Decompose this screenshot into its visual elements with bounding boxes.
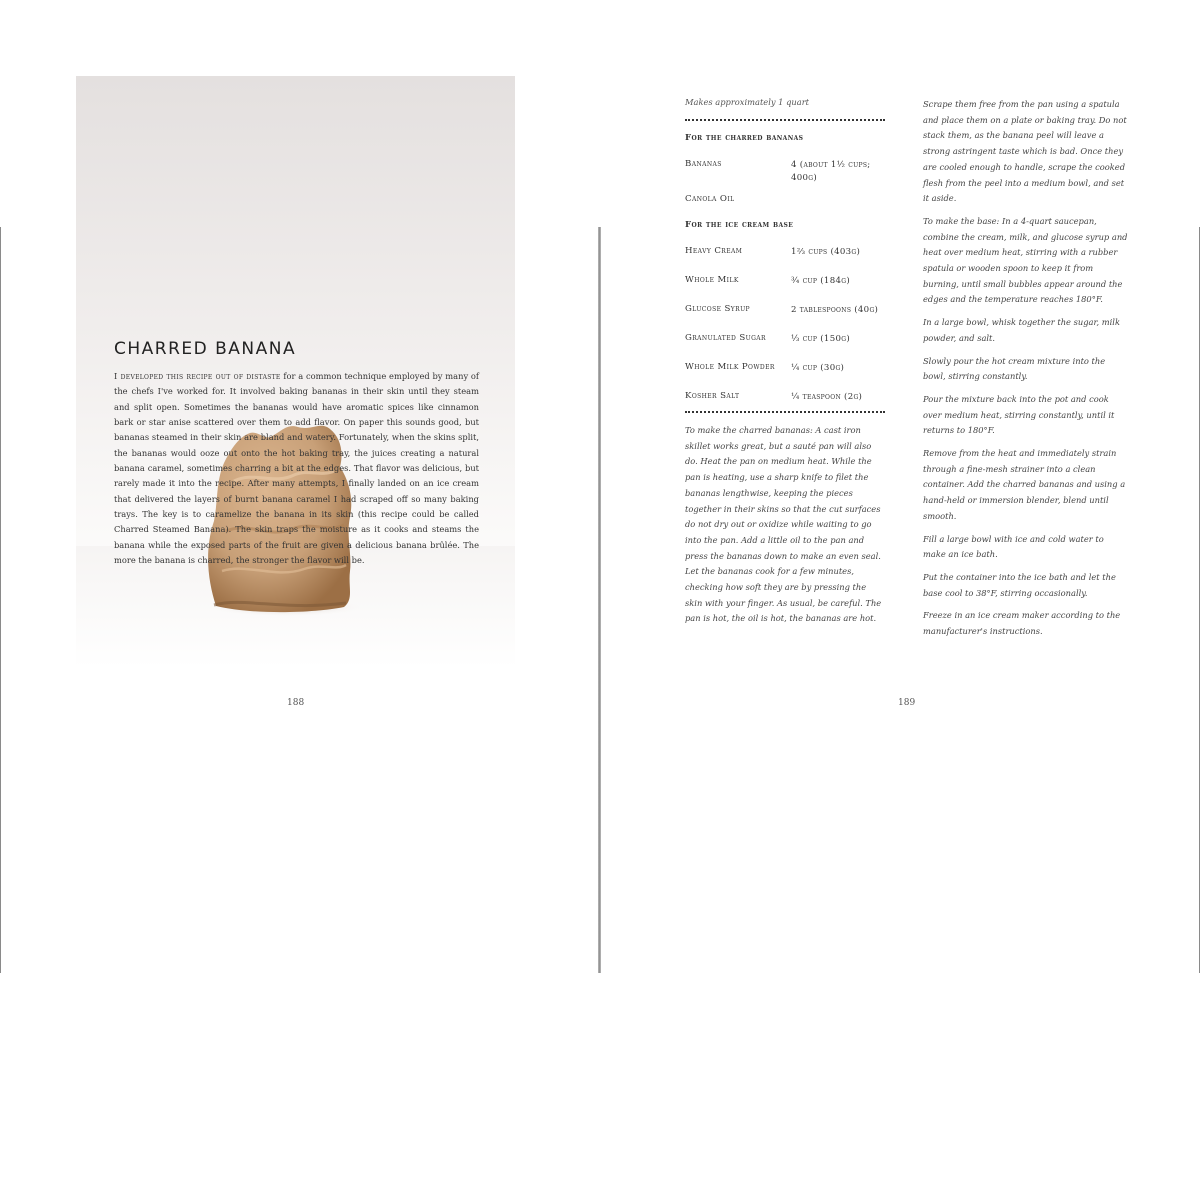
ingredient-amount: ⅓ cup (150g) xyxy=(791,334,850,344)
ingredient-name: Whole Milk Powder xyxy=(685,362,775,372)
method-step: Freeze in an ice cream maker according to the manufacturer's instructions. xyxy=(923,610,1121,637)
ingredient-row xyxy=(685,391,885,409)
ingredient-name: Glucose Syrup xyxy=(685,304,750,314)
method-step: Slowly pour the hot cream mixture into the bowl, stirring constantly. xyxy=(923,355,1106,382)
intro-lead-text: I developed this recipe out of distaste xyxy=(114,371,281,381)
section-title-charred-bananas: For the charred bananas xyxy=(685,133,804,143)
page-number-left: 188 xyxy=(287,698,305,708)
ingredient-name: Heavy Cream xyxy=(685,246,743,256)
ingredient-row xyxy=(685,275,885,304)
ingredient-amount: 2 tablespoons (40g) xyxy=(791,305,879,315)
method-step: Pour the mixture back into the pot and cook over medium heat, stirring constantly, until it returns to 180°F. xyxy=(923,393,1115,436)
book-gutter xyxy=(598,227,601,973)
divider-bottom xyxy=(685,411,885,413)
ingredient-row xyxy=(685,246,885,275)
method-column xyxy=(923,97,1128,647)
page-number-right: 189 xyxy=(898,698,916,708)
intro-body-text: for a common technique employed by many of the chefs I've worked for. It involved baking bananas in their skin until they steam and split open. Sometimes the bananas would have aromatic spices like cinnamon bark or star anise scattered over them to add flavor. On paper this sounds good, but bananas steamed in their skin are bland and watery. Fortunately, when the skins split, the bananas would ooze out onto the hot baking tray, the juices creating a natural banana caramel, sometimes charring a bit at the edges. That flavor was delicious, but rarely made it into the recipe. After many attempts, I finally landed on an ice cream that delivered the layers of burnt banana caramel I had scraped off so many baking trays. The key is to caramelize the banana in its skin (this recipe could be called Charred Steamed Banana). The skin traps the moisture as it cooks and steams the banana while the exposed parts of the fruit are given a delicious banana brûlée. The more the banana is charred, the stronger the flavor will be. xyxy=(114,371,479,566)
ingredient-name: Kosher Salt xyxy=(685,391,740,401)
ingredient-amount: ¼ teaspoon (2g) xyxy=(791,392,863,402)
method-charred-bananas: To make the charred bananas: A cast iron skillet works great, but a sauté pan will also do. Heat the pan on medium heat. While the pan is heating, use a sharp knife to filet the bananas lengthwise, keeping the pieces together in their skins so that the cut surfaces do not dry out or oxidize while waiting to go into the pan. Add a little oil to the pan and press the bananas down to make an even seal. Let the bananas cook for a few minutes, checking how soft they are by pressing the skin with your finger. As usual, be careful. The pan is hot, the oil is hot, the bananas are hot. xyxy=(685,425,882,624)
recipe-title: CHARRED BANANA xyxy=(114,339,297,359)
ingredient-name: Whole Milk xyxy=(685,275,739,285)
ingredient-name: Granulated Sugar xyxy=(685,333,766,343)
ingredient-row xyxy=(685,333,885,362)
ingredient-row xyxy=(685,159,885,188)
ingredient-row xyxy=(685,194,885,214)
ingredient-name: Canola Oil xyxy=(685,194,735,204)
yield-text: Makes approximately 1 quart xyxy=(685,97,809,107)
divider-top xyxy=(685,119,885,121)
method-step: Scrape them free from the pan using a spatula and place them on a plate or baking tray. Do not stack them, as the banana peel will leave a strong astringent taste which is bad. Once they are cooled enough to handle, scrape the cooked flesh from the peel into a medium bowl, and set it aside. xyxy=(923,99,1127,204)
method-step: Put the container into the ice bath and let the base cool to 38°F, stirring occasionally. xyxy=(923,571,1116,598)
ingredient-row xyxy=(685,362,885,391)
ingredient-amount: 1⅔ cups (403g) xyxy=(791,247,861,257)
ingredient-amount: ¾ cup (184g) xyxy=(791,276,850,286)
method-step: Remove from the heat and immediately strain through a fine-mesh strainer into a clean container. Add the charred bananas and using a hand-held or immersion blender, blend until smooth. xyxy=(923,448,1126,521)
ingredient-row xyxy=(685,304,885,333)
ingredient-amount: 4 (about 1½ cups; 400g) xyxy=(791,160,871,183)
spread-left-edge xyxy=(0,227,1,973)
intro-paragraph xyxy=(114,369,479,568)
method-step: Fill a large bowl with ice and cold water to make an ice bath. xyxy=(923,533,1104,560)
section-title-ice-cream-base: For the ice cream base xyxy=(685,220,794,230)
method-step: To make the base: In a 4-quart saucepan, combine the cream, milk, and glucose syrup and heat over medium heat, stirring with a rubber spatula or wooden spoon to keep it from burning, until small bubbles appear around the edges and the temperature reaches 180°F. xyxy=(923,215,1128,305)
ingredient-amount: ¼ cup (30g) xyxy=(791,363,845,373)
method-step: In a large bowl, whisk together the sugar, milk powder, and salt. xyxy=(923,317,1120,343)
ingredient-name: Bananas xyxy=(685,159,722,169)
ingredients-column xyxy=(685,97,885,627)
